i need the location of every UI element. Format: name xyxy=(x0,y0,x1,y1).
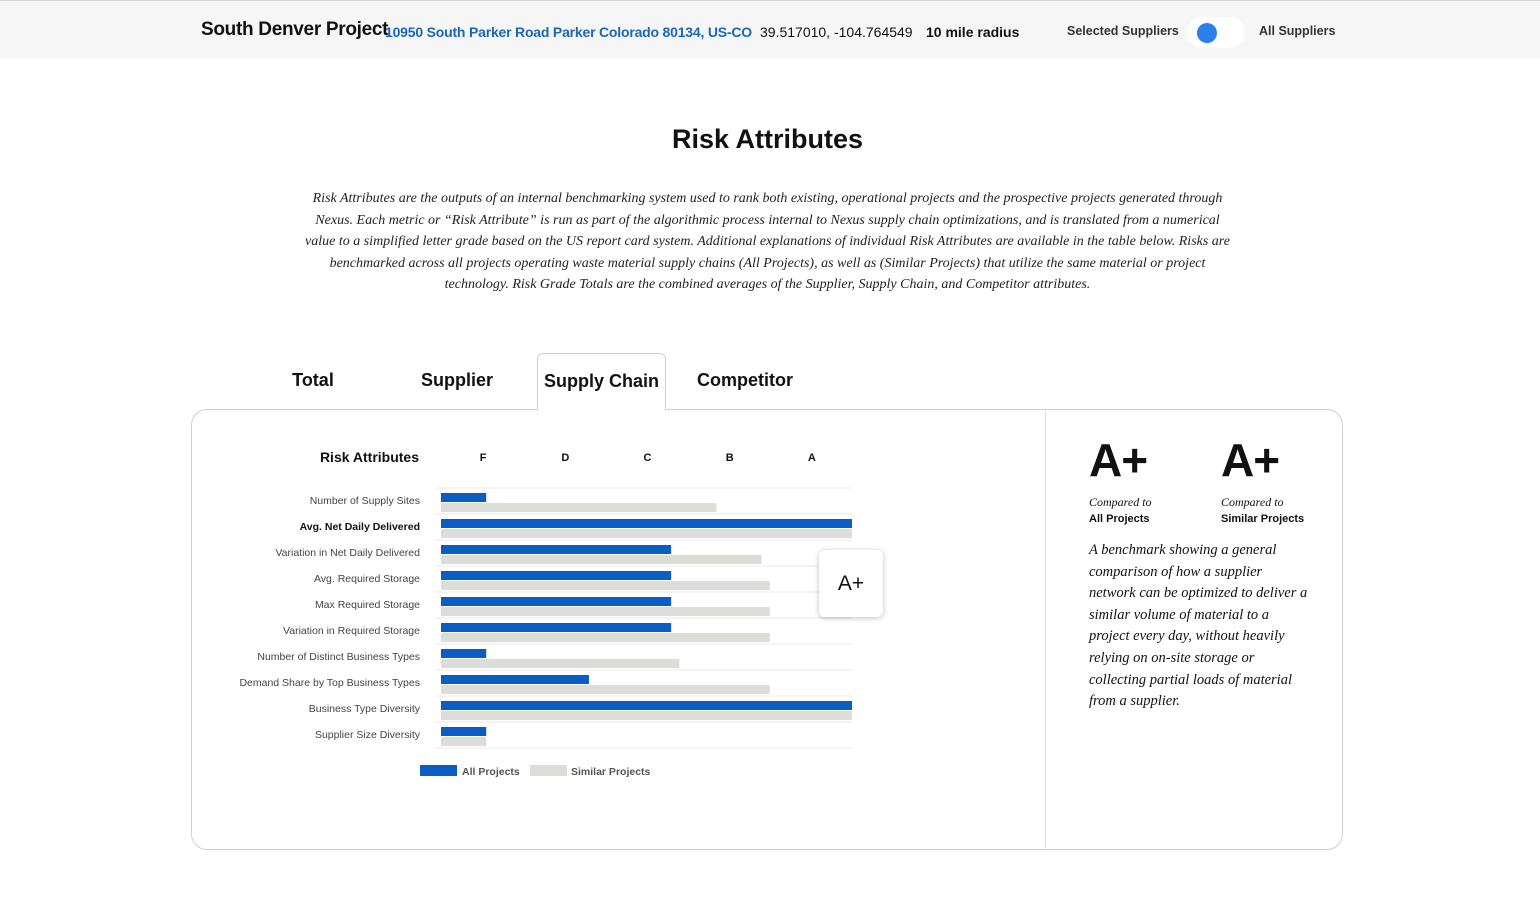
chart-title: Risk Attributes xyxy=(319,449,419,465)
toggle-knob xyxy=(1197,23,1217,43)
category-label: Number of Supply Sites xyxy=(309,495,420,507)
x-tick-label-b: B xyxy=(725,452,734,464)
caption-all-top: Compared to xyxy=(1089,495,1152,509)
caption-similar-bottom: Similar Projects xyxy=(1221,512,1305,525)
caption-all-projects xyxy=(1089,494,1152,527)
legend-swatch-all-projects xyxy=(420,765,457,776)
supply-chain-description: A benchmark showing a general comparison of how a supplier network can be optimized to deliver a similar volume of material to a project every day, without heavily relying on on-site storage or collecting partial loads of material from a supplier. xyxy=(1089,542,1308,710)
panel-divider xyxy=(1045,410,1046,849)
bar-similar-projects xyxy=(441,633,770,642)
caption-similar-projects xyxy=(1221,494,1304,527)
x-tick-label-c: C xyxy=(643,452,652,464)
bar-similar-projects xyxy=(441,607,770,616)
bar-similar-projects xyxy=(441,555,762,564)
category-label: Avg. Net Daily Delivered xyxy=(299,521,420,533)
selected-suppliers-label[interactable]: Selected Suppliers xyxy=(1067,24,1179,38)
grade-all-projects: A+ xyxy=(1089,434,1148,486)
bar-similar-projects xyxy=(441,711,852,720)
category-label: Number of Distinct Business Types xyxy=(257,651,420,663)
project-address-link[interactable]: 10950 South Parker Road Parker Colorado 80134, US-CO xyxy=(385,24,752,40)
page-description: Risk Attributes are the outputs of an internal benchmarking system used to rank both existing, operational projects and the prospective projects generated through Nexus. Each metric or “Risk Attribute” is run as part of the algorithmic process internal to Nexus supply chain optimizations, and is translated from a numerical value to a simplified letter grade based on the US report card system. Additional explanations of individual Risk Attributes are available in the table below. Risks are benchmarked across all projects operating waste material supply chains (All Projects), as well as (Similar Projects) that utilize the same material or project technology. Risk Grade Totals are the combined averages of the Supplier, Supply Chain, and Competitor attributes. xyxy=(305,191,1230,292)
legend-swatch-similar-projects xyxy=(530,765,567,776)
caption-similar-top: Compared to xyxy=(1221,495,1284,509)
category-label: Business Type Diversity xyxy=(308,703,420,715)
x-tick-label-d: D xyxy=(561,452,570,464)
category-label: Demand Share by Top Business Types xyxy=(239,677,420,689)
bar-similar-projects xyxy=(441,659,679,668)
all-suppliers-label[interactable]: All Suppliers xyxy=(1259,24,1336,38)
category-label: Variation in Net Daily Delivered xyxy=(275,547,420,559)
bar-all-projects xyxy=(441,597,671,606)
bar-all-projects xyxy=(441,493,486,502)
grade-similar-projects: A+ xyxy=(1221,434,1280,486)
bar-similar-projects xyxy=(441,529,852,538)
tab-supplier[interactable]: Supplier xyxy=(420,370,493,390)
bar-similar-projects xyxy=(441,581,770,590)
bar-all-projects xyxy=(441,727,486,736)
project-coordinates: 39.517010, -104.764549 xyxy=(760,24,913,40)
page-title: Risk Attributes xyxy=(671,124,864,154)
bar-all-projects xyxy=(441,519,852,528)
caption-all-bottom: All Projects xyxy=(1089,512,1150,525)
project-radius: 10 mile radius xyxy=(926,24,1020,40)
bar-similar-projects xyxy=(441,503,716,512)
tab-supply-chain[interactable]: Supply Chain xyxy=(537,353,666,410)
legend-label-all-projects: All Projects xyxy=(462,766,520,778)
category-label: Supplier Size Diversity xyxy=(314,729,420,741)
top-header-bar xyxy=(0,0,1540,58)
legend-label-similar-projects: Similar Projects xyxy=(571,766,651,778)
supplier-scope-toggle[interactable] xyxy=(1187,17,1245,48)
bar-similar-projects xyxy=(441,737,486,746)
chart-tooltip: A+ xyxy=(819,550,883,617)
risk-attributes-chart xyxy=(192,410,1042,849)
bar-similar-projects xyxy=(441,685,770,694)
tab-total[interactable]: Total xyxy=(292,370,334,390)
bar-all-projects xyxy=(441,623,671,632)
category-label: Avg. Required Storage xyxy=(313,573,420,585)
bar-all-projects xyxy=(441,649,486,658)
x-tick-label-a: A xyxy=(807,452,816,464)
risk-panel xyxy=(191,409,1343,850)
x-tick-label-f: F xyxy=(479,452,487,464)
tab-competitor[interactable]: Competitor xyxy=(697,370,793,390)
bar-all-projects xyxy=(441,675,589,684)
category-label: Variation in Required Storage xyxy=(283,625,420,637)
bar-all-projects xyxy=(441,571,671,580)
bar-all-projects xyxy=(441,545,671,554)
project-name: South Denver Project xyxy=(201,19,389,40)
bar-all-projects xyxy=(441,701,852,710)
category-label: Max Required Storage xyxy=(314,599,420,611)
